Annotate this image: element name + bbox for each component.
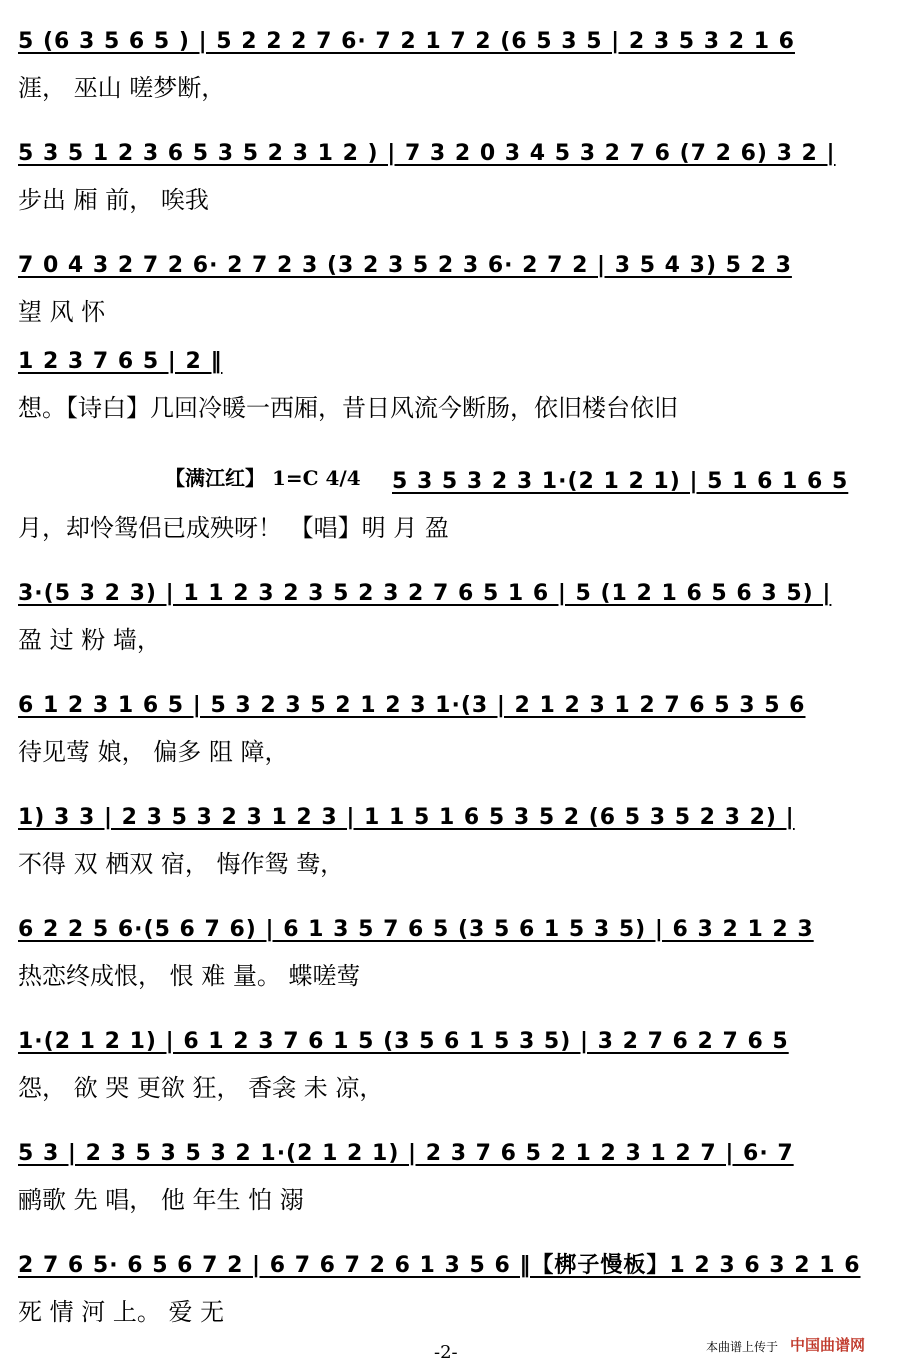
notation-line: 5 3 5 3 2 3 1·(2 1 2 1) | 5 1 6 1 6 5 [392,469,849,494]
lyric-line: 涯， 巫山 嗟梦断， [18,74,226,102]
notation-line: 1) 3 3 | 2 3 5 3 2 3 1 2 3 | 1 1 5 1 6 5 3 5 2 (6 5 3 5 2 3 2) | [18,805,795,830]
notation-line: 1·(2 1 2 1) | 6 1 2 3 7 6 1 5 (3 5 6 1 5 3 5) | 3 2 7 6 2 7 6 5 [18,1029,789,1054]
notation-line: 7 0 4 3 2 7 2 6· 2 7 2 3 (3 2 3 5 2 3 6· 2 7 2 | 3 5 4 3) 5 2 3 [18,253,792,278]
lyric-line: 待见莺 娘， 偏多 阻 障， [18,738,289,766]
notation-line: 2 7 6 5· 6 5 6 7 2 | 6 7 6 7 2 6 1 3 5 6 ‖【梆子慢板】1 2 3 6 3 2 1 6 [18,1253,861,1278]
score-system-2 [0,122,900,234]
site-logo: 中国曲谱网 [790,1336,866,1354]
notation-line: 5 (6 3 5 6 5 ) | 5 2 2 2 7 6· 7 2 1 7 2 (6 5 3 5 | 2 3 5 3 2 1 6 [18,29,795,54]
lyric-line: 死 情 河 上。 爱 无 [18,1298,225,1326]
score-system-5 [0,450,900,562]
notation-line: 6 2 2 5 6·(5 6 7 6) | 6 1 3 5 7 6 5 (3 5 6 1 5 3 5) | 6 3 2 1 2 3 [18,917,814,942]
lyric-line: 步出 厢 前， 唉我 [18,186,209,214]
score-system-4 [0,330,900,442]
lyric-line: 不得 双 栖双 宿， 悔作鸳 鸯， [18,850,345,878]
page-number: -2- [434,1342,458,1363]
score-system-12 [0,1234,900,1346]
lyric-line: 热恋终成恨， 恨 难 量。 蝶嗟莺 [18,962,361,990]
lyric-line: 望 风 怀 [18,298,106,326]
notation-line: 3·(5 3 2 3) | 1 1 2 3 2 3 5 2 3 2 7 6 5 1 6 | 5 (1 2 1 6 5 6 3 5) | [18,581,832,606]
score-system-6 [0,562,900,674]
section-heading-man-jiang-hong: 【满江红】 1=C 4/4 [165,466,361,490]
score-system-10 [0,1010,900,1122]
lyric-line: 月，却怜鸳侣已成殃呀！ 【唱】明 月 盈 [18,514,449,542]
notation-line: 5 3 | 2 3 5 3 5 3 2 1·(2 1 2 1) | 2 3 7 6 5 2 1 2 3 1 2 7 | 6· 7 [18,1141,794,1166]
lyric-line: 想。【诗白】几回冷暖一西厢，昔日风流今断肠，依旧楼台依旧 [18,394,678,422]
score-system-11 [0,1122,900,1234]
notation-line: 1 2 3 7 6 5 | 2 ‖ [18,349,223,374]
score-system-1 [0,10,900,122]
lyric-line: 怨， 欲 哭 更欲 狂， 香衾 未 凉， [18,1074,384,1102]
score-system-8 [0,786,900,898]
score-system-7 [0,674,900,786]
notation-line: 6 1 2 3 1 6 5 | 5 3 2 3 5 2 1 2 3 1·(3 | 2 1 2 3 1 2 7 6 5 3 5 6 [18,693,806,718]
lyric-line: 鹂歌 先 唱， 他 年生 怕 溺 [18,1186,304,1214]
notation-line: 5 3 5 1 2 3 6 5 3 5 2 3 1 2 ) | 7 3 2 0 3 4 5 3 2 7 6 (7 2 6) 3 2 | [18,141,836,166]
score-system-9 [0,898,900,1010]
upload-credit: 本曲谱上传于 [706,1340,779,1354]
lyric-line: 盈 过 粉 墙， [18,626,161,654]
